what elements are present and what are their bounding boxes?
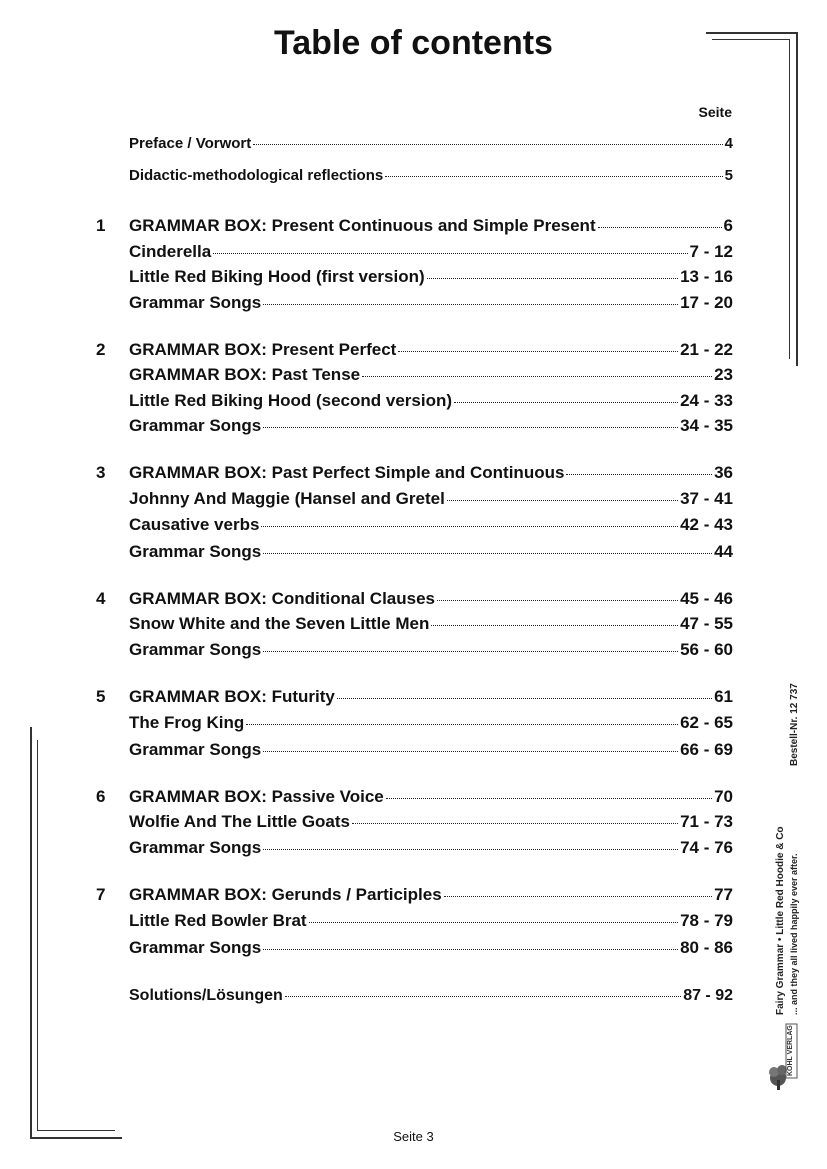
toc-entry-page: 23 xyxy=(714,365,733,384)
dot-leader xyxy=(337,698,712,699)
toc-entry-page: 87 - 92 xyxy=(683,987,733,1004)
section-number: 7 xyxy=(96,885,106,904)
publisher-name: KOHL VERLAG xyxy=(787,1025,794,1076)
toc-entry-page: 78 - 79 xyxy=(680,911,733,930)
toc-entry[interactable] xyxy=(96,267,733,287)
toc-entry-page: 62 - 65 xyxy=(680,713,733,732)
book-subtitle-vertical: ... and they all lived happily ever after. xyxy=(789,853,799,1015)
toc-entry-title: GRAMMAR BOX: Conditional Clauses xyxy=(129,589,436,608)
toc-entry-title: Grammar Songs xyxy=(129,293,262,312)
frame-line-top-inner xyxy=(712,39,790,40)
frame-line-left-inner xyxy=(37,740,38,1131)
toc-entry-solutions[interactable] xyxy=(96,987,733,1005)
section-number: 5 xyxy=(96,687,106,706)
toc-entry-page: 7 - 12 xyxy=(689,242,733,261)
toc-entry[interactable] xyxy=(96,885,733,905)
toc-entry[interactable] xyxy=(96,787,733,807)
dot-leader xyxy=(263,849,678,850)
toc-entry-page: 5 xyxy=(724,167,733,184)
toc-entry[interactable] xyxy=(96,416,733,436)
toc-entry-page: 36 xyxy=(714,463,733,482)
toc-entry-title: Grammar Songs xyxy=(129,838,262,857)
toc-entry-title: Little Red Bowler Brat xyxy=(129,911,307,930)
toc-entry-title: Wolfie And The Little Goats xyxy=(129,812,350,831)
toc-entry-title: Grammar Songs xyxy=(129,416,262,435)
toc-entry-title: Causative verbs xyxy=(129,515,260,534)
toc-entry-page: 47 - 55 xyxy=(680,614,733,633)
section-number: 6 xyxy=(96,787,106,806)
page-number-footer: Seite 3 xyxy=(393,1129,434,1144)
page-title: Table of contents xyxy=(274,24,553,62)
toc-entry[interactable] xyxy=(96,242,733,262)
toc-entry-title: The Frog King xyxy=(129,713,245,732)
toc-entry-page: 66 - 69 xyxy=(680,740,733,759)
toc-entry-page: 70 xyxy=(714,787,733,806)
frame-line-top-outer xyxy=(706,32,796,34)
section-number: 2 xyxy=(96,340,106,359)
toc-entry[interactable] xyxy=(96,911,733,931)
toc-entry[interactable] xyxy=(96,293,733,313)
toc-entry-page: 74 - 76 xyxy=(680,838,733,857)
toc-entry-title: GRAMMAR BOX: Gerunds / Participles xyxy=(129,885,442,904)
toc-entry-title: GRAMMAR BOX: Futurity xyxy=(129,687,335,706)
toc-entry-page: 45 - 46 xyxy=(680,589,733,608)
toc-entry[interactable] xyxy=(96,463,733,483)
toc-entry-title: Grammar Songs xyxy=(129,938,262,957)
toc-entry[interactable] xyxy=(96,640,733,660)
section-number: 1 xyxy=(96,216,106,235)
toc-entry[interactable] xyxy=(96,489,733,509)
dot-leader xyxy=(598,227,722,228)
dot-leader xyxy=(261,526,678,527)
toc-entry-preface[interactable] xyxy=(96,135,733,152)
toc-entry-page: 13 - 16 xyxy=(680,267,733,286)
dot-leader xyxy=(385,176,722,177)
toc-entry-page: 44 xyxy=(714,542,733,561)
toc-entry-page: 34 - 35 xyxy=(680,416,733,435)
toc-entry-page: 42 - 43 xyxy=(680,515,733,534)
dot-leader xyxy=(447,500,678,501)
frame-line-right-inner xyxy=(789,39,790,359)
toc-entry[interactable] xyxy=(96,838,733,858)
toc-entry-page: 37 - 41 xyxy=(680,489,733,508)
toc-entry-title: Cinderella xyxy=(129,242,212,261)
dot-leader xyxy=(437,600,678,601)
toc-entry-title: Snow White and the Seven Little Men xyxy=(129,614,430,633)
dot-leader xyxy=(386,798,712,799)
order-number: Bestell-Nr. 12 737 xyxy=(789,683,800,766)
dot-leader xyxy=(427,278,678,279)
toc-entry[interactable] xyxy=(96,938,733,958)
toc-entry[interactable] xyxy=(96,542,733,562)
toc-entry[interactable] xyxy=(96,687,733,707)
page-column-header: Seite xyxy=(698,104,732,120)
toc-entry[interactable] xyxy=(96,365,733,385)
tree-logo-icon xyxy=(766,1020,800,1092)
dot-leader xyxy=(431,625,678,626)
toc-entry-title: Grammar Songs xyxy=(129,740,262,759)
toc-entry[interactable] xyxy=(96,812,733,832)
toc-entry-title: Preface / Vorwort xyxy=(129,135,252,152)
toc-entry-page: 6 xyxy=(723,216,733,235)
dot-leader xyxy=(285,996,681,997)
toc-entry-page: 77 xyxy=(714,885,733,904)
toc-entry-title: Solutions/Lösungen xyxy=(129,987,283,1004)
toc-entry-title: GRAMMAR BOX: Present Continuous and Simple Present xyxy=(129,216,596,235)
dot-leader xyxy=(263,949,678,950)
toc-entry-title: Didactic-methodological reflections xyxy=(129,167,384,184)
toc-entry[interactable] xyxy=(96,614,733,634)
toc-entry-didactic[interactable] xyxy=(96,167,733,184)
toc-entry-title: Little Red Biking Hood (first version) xyxy=(129,267,425,286)
toc-entry-page: 56 - 60 xyxy=(680,640,733,659)
frame-line-left-outer xyxy=(30,727,32,1139)
dot-leader xyxy=(454,402,678,403)
dot-leader xyxy=(253,144,722,145)
dot-leader xyxy=(362,376,712,377)
toc-entry-title: GRAMMAR BOX: Past Tense xyxy=(129,365,361,384)
toc-entry[interactable] xyxy=(96,340,733,360)
dot-leader xyxy=(263,427,678,428)
dot-leader xyxy=(213,253,687,254)
book-title-vertical: Fairy Grammar • Little Red Hoodie & Co xyxy=(775,826,786,1015)
dot-leader xyxy=(263,553,712,554)
toc-entry[interactable] xyxy=(96,713,733,733)
toc-entry-page: 21 - 22 xyxy=(680,340,733,359)
dot-leader xyxy=(309,922,678,923)
toc-entry-page: 71 - 73 xyxy=(680,812,733,831)
toc-entry-title: Grammar Songs xyxy=(129,640,262,659)
section-number: 4 xyxy=(96,589,106,608)
toc-entry-page: 4 xyxy=(724,135,733,152)
toc-entry[interactable] xyxy=(96,515,733,535)
toc-entry-page: 80 - 86 xyxy=(680,938,733,957)
dot-leader xyxy=(352,823,678,824)
dot-leader xyxy=(263,651,678,652)
toc-entry[interactable] xyxy=(96,391,733,411)
dot-leader xyxy=(444,896,712,897)
dot-leader xyxy=(398,351,678,352)
toc-entry-title: Little Red Biking Hood (second version) xyxy=(129,391,453,410)
toc-entry[interactable] xyxy=(96,216,733,236)
toc-entry-title: GRAMMAR BOX: Present Perfect xyxy=(129,340,397,359)
toc-entry[interactable] xyxy=(96,589,733,609)
dot-leader xyxy=(246,724,678,725)
toc-entry-title: Grammar Songs xyxy=(129,542,262,561)
frame-line-right-outer xyxy=(796,32,798,366)
toc-entry-page: 61 xyxy=(714,687,733,706)
toc-entry-page: 17 - 20 xyxy=(680,293,733,312)
dot-leader xyxy=(263,304,678,305)
section-number: 3 xyxy=(96,463,106,482)
toc-entry-title: GRAMMAR BOX: Past Perfect Simple and Continuous xyxy=(129,463,565,482)
toc-entry[interactable] xyxy=(96,740,733,760)
toc-entry-page: 24 - 33 xyxy=(680,391,733,410)
dot-leader xyxy=(566,474,712,475)
toc-entry-title: GRAMMAR BOX: Passive Voice xyxy=(129,787,384,806)
publisher-logo xyxy=(766,1020,800,1092)
dot-leader xyxy=(263,751,678,752)
toc-entry-title: Johnny And Maggie (Hansel and Gretel xyxy=(129,489,445,508)
